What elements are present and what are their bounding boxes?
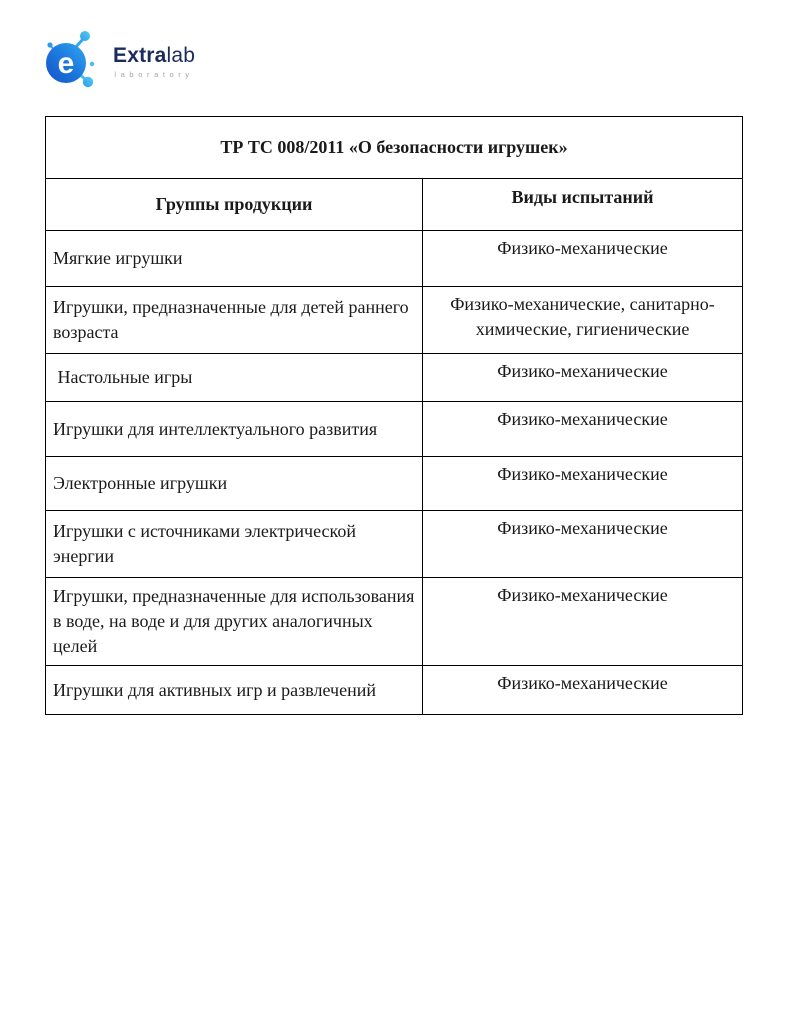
table-row	[46, 402, 743, 457]
product-group-cell: Настольные игры	[46, 354, 423, 402]
logo-wordmark	[113, 45, 195, 79]
product-group-cell: Игрушки, предназначенные для использования в воде, на воде и для других аналогичных целей	[46, 578, 423, 666]
tests-cell: Физико-механические	[423, 231, 743, 287]
logo-brand-light: lab	[166, 44, 196, 67]
table-row	[46, 457, 743, 511]
logo-subtitle: laboratory	[114, 70, 194, 79]
tests-table	[45, 116, 743, 715]
logo-letter: e	[57, 47, 75, 80]
logo-node-bottom	[83, 77, 93, 87]
table-title: ТР ТС 008/2011 «О безопасности игрушек»	[46, 117, 743, 179]
table-row	[46, 666, 743, 715]
tests-cell: Физико-механические, санитарно-химические, гигиенические	[423, 287, 743, 354]
tests-cell: Физико-механические	[423, 354, 743, 402]
product-group-cell: Игрушки для активных игр и развлечений	[46, 666, 423, 715]
table-row	[46, 354, 743, 402]
extralab-logo-icon	[42, 26, 104, 88]
table-title-row	[46, 117, 743, 179]
tests-cell: Физико-механические	[423, 511, 743, 578]
column-header-groups: Группы продукции	[46, 179, 423, 231]
logo-node-right	[90, 62, 94, 66]
logo-node-left	[47, 42, 52, 47]
table-row	[46, 287, 743, 354]
tests-cell: Физико-механические	[423, 666, 743, 715]
product-group-cell: Игрушки с источниками электрической энергии	[46, 511, 423, 578]
column-header-tests: Виды испытаний	[423, 179, 743, 231]
tests-cell: Физико-механические	[423, 578, 743, 666]
table-row	[46, 231, 743, 287]
logo-node-top	[80, 31, 90, 41]
table-row	[46, 578, 743, 666]
product-group-cell: Мягкие игрушки	[46, 231, 423, 287]
product-group-cell: Игрушки для интеллектуального развития	[46, 402, 423, 457]
logo-brand-name	[113, 45, 195, 66]
tests-cell: Физико-механические	[423, 457, 743, 511]
product-group-cell: Игрушки, предназначенные для детей раннего возраста	[46, 287, 423, 354]
product-group-cell: Электронные игрушки	[46, 457, 423, 511]
table-header-row	[46, 179, 743, 231]
table-row	[46, 511, 743, 578]
extralab-logo	[42, 26, 195, 88]
tests-cell: Физико-механические	[423, 402, 743, 457]
logo-brand-bold: Extra	[113, 44, 167, 67]
